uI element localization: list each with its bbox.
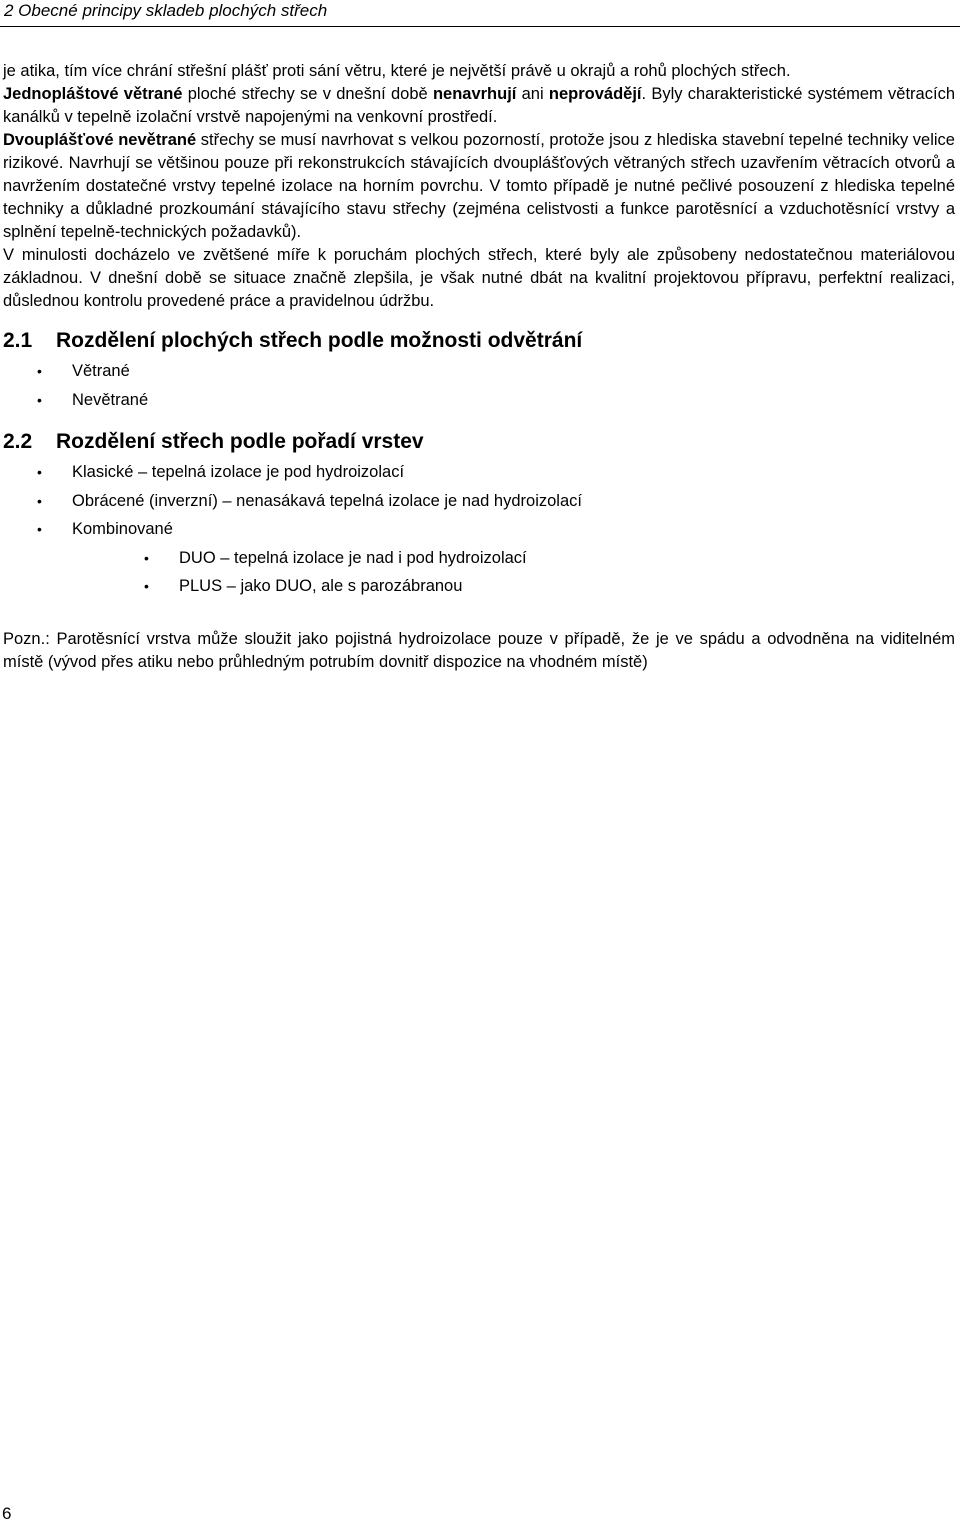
list-item: • Větrané bbox=[3, 357, 955, 386]
note-paragraph bbox=[3, 628, 955, 674]
list-item: • Obrácené (inverzní) – nenasákavá tepelná izolace je nad hydroizolací bbox=[3, 487, 955, 516]
document-body bbox=[3, 60, 955, 674]
paragraph-attic-text: je atika, tím více chrání střešní plášť proti sání větru, které je největší právě u okrajů a rohů plochých střech. bbox=[3, 62, 791, 80]
section-title: Rozdělení plochých střech podle možnosti odvětrání bbox=[56, 329, 583, 352]
sublist-item: • DUO – tepelná izolace je nad i pod hydroizolací bbox=[3, 544, 955, 573]
sublist-item: • PLUS – jako DUO, ale s parozábranou bbox=[3, 572, 955, 601]
list-item: • Klasické – tepelná izolace je pod hydroizolací bbox=[3, 458, 955, 487]
paragraph-history-text: V minulosti docházelo ve zvětšené míře k poruchám plochých střech, které byly ale způsobeny nedostatečnou materiálovou základnou. V dnešní době se situace značně zlepšila, je však nutné dbát na kvalitní projektovou přípravu, perfektní realizaci, důslednou kontrolu provedené práce a pravidelnou údržbu. bbox=[3, 246, 955, 310]
term-single-layer-ventilated: Jednopláštové větrané bbox=[3, 85, 183, 103]
section-heading-ventilation bbox=[3, 325, 955, 357]
list-item: • Kombinované bbox=[3, 515, 955, 544]
paragraph-text: ani bbox=[516, 85, 549, 103]
paragraph-text: . Byly charakteristické systémem větracích kanálků v tepelně izolační vrstvě napojenými na venkovní prostředí. bbox=[3, 85, 955, 126]
combined-sublist bbox=[3, 544, 955, 601]
running-header-title: 2 Obecné principy skladeb plochých střech bbox=[4, 1, 328, 20]
paragraph-text: ploché střechy se v dnešní době bbox=[182, 85, 433, 103]
ventilation-list bbox=[3, 357, 955, 414]
section-heading-layer-order bbox=[3, 426, 955, 458]
paragraph-double-layer-unventilated bbox=[3, 129, 955, 244]
layer-order-list bbox=[3, 458, 955, 544]
running-header bbox=[0, 0, 960, 27]
note-text: Pozn.: Parotěsnící vrstva může sloužit jako pojistná hydroizolace pouze v případě, že je ve spádu a odvodněna na viditelném místě (vývod přes atiku nebo průhledným potrubím dovnitř dispozice na vhodném místě) bbox=[3, 629, 955, 671]
term-double-layer-unventilated: Dvouplášťové nevětrané bbox=[3, 131, 197, 149]
section-number: 2.1 bbox=[3, 329, 33, 352]
section-title: Rozdělení střech podle pořadí vrstev bbox=[56, 430, 424, 453]
paragraph-history bbox=[3, 244, 955, 313]
list-item: • Nevětrané bbox=[3, 386, 955, 415]
section-number: 2.2 bbox=[3, 430, 33, 453]
term-not-built: neprovádějí bbox=[548, 85, 642, 103]
term-not-designed: nenavrhují bbox=[432, 85, 517, 103]
paragraph-single-layer-ventilated bbox=[3, 83, 955, 129]
paragraph-attic bbox=[3, 60, 955, 83]
page-number: 6 bbox=[2, 1504, 12, 1523]
paragraph-text: střechy se musí navrhovat s velkou pozorností, protože jsou z hlediska stavební tepelné techniky velice rizikové. Navrhují se většinou pouze při rekonstrukcích stávajících dvouplášťových větraných střech uzavřením větracích otvorů a navržením dostatečné vrstvy tepelné izolace na horním povrchu. V tomto případě je nutné pečlivé posouzení z hlediska tepelné techniky a důkladné prozkoumání stávajícího stavu střechy (zejména celistvosti a funkce parotěsnící a vzduchotěsnící vrstvy a splnění tepelně-technických požadavků). bbox=[3, 131, 955, 241]
